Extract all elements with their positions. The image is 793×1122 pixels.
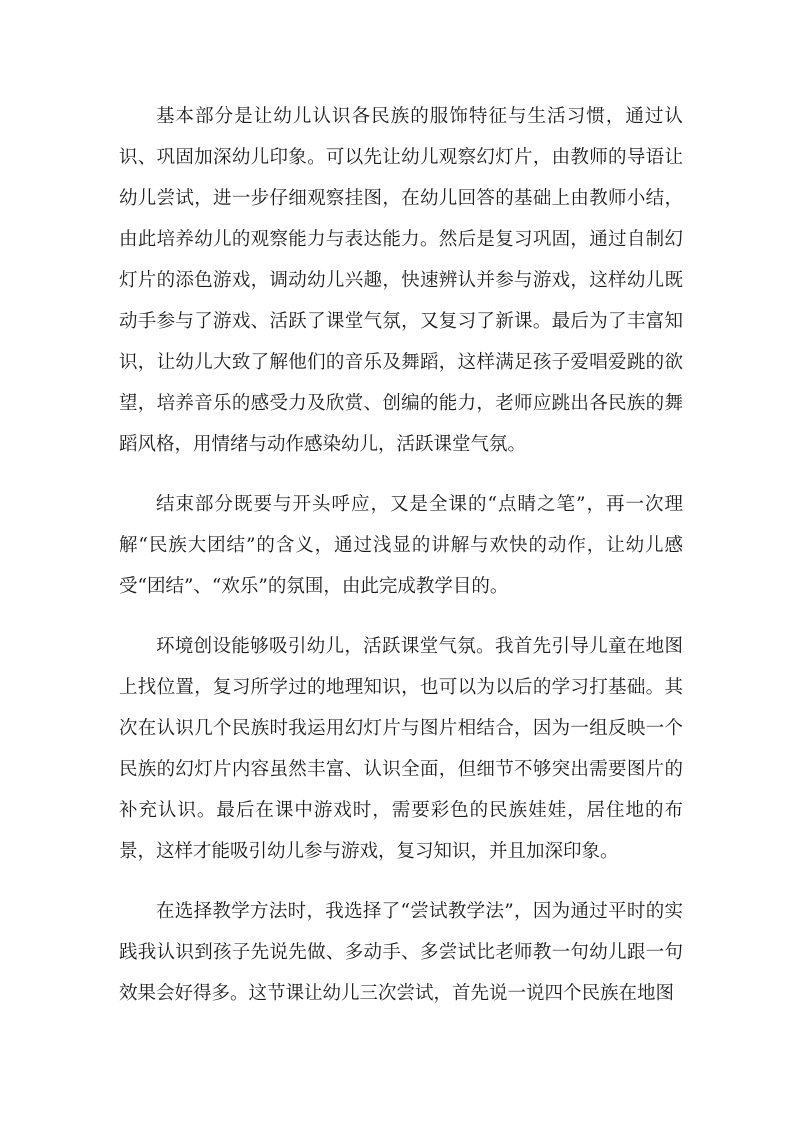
document-body [119, 96, 683, 1033]
paragraph-basic-part: 基本部分是让幼儿认识各民族的服饰特征与生活习惯，通过认识、巩固加深幼儿印象。可以先让幼儿观察幻灯片，由教师的导语让幼儿尝试，进一步仔细观察挂图，在幼儿回答的基础上由教师小结，由此培养幼儿的观察能力与表达能力。然后是复习巩固，通过自制幻灯片的添色游戏，调动幼儿兴趣，快速辨认并参与游戏，这样幼儿既动手参与了游戏、活跃了课堂气氛，又复习了新课。最后为了丰富知识，让幼儿大致了解他们的音乐及舞蹈，这样满足孩子爱唱爱跳的欲望，培养音乐的感受力及欣赏、创编的能力，老师应跳出各民族的舞蹈风格，用情绪与动作感染幼儿，活跃课堂气氛。 [119, 106, 683, 455]
paragraph-ending-part: 结束部分既要与开头呼应，又是全课的“点睛之笔”，再一次理解“民族大团结”的含义，通过浅显的讲解与欢快的动作，让幼儿感受“团结”、“欢乐”的氛围，由此完成教学目的。 [119, 494, 683, 597]
paragraph-teaching-method: 在选择教学方法时，我选择了“尝试教学法”，因为通过平时的实践我认识到孩子先说先做、多动手、多尝试比老师教一句幼儿跟一句效果会好得多。这节课让幼儿三次尝试，首先说一说四个民族在地图 [119, 901, 683, 1004]
paragraph-environment: 环境创设能够吸引幼儿，活跃课堂气氛。我首先引导儿童在地图上找位置，复习所学过的地理知识，也可以为以后的学习打基础。其次在认识几个民族时我运用幻灯片与图片相结合，因为一组反映一个民族的幻灯片内容虽然丰富、认识全面，但细节不够突出需要图片的补充认识。最后在课中游戏时，需要彩色的民族娃娃，居住地的布景，这样才能吸引幼儿参与游戏，复习知识，并且加深印象。 [119, 636, 683, 862]
